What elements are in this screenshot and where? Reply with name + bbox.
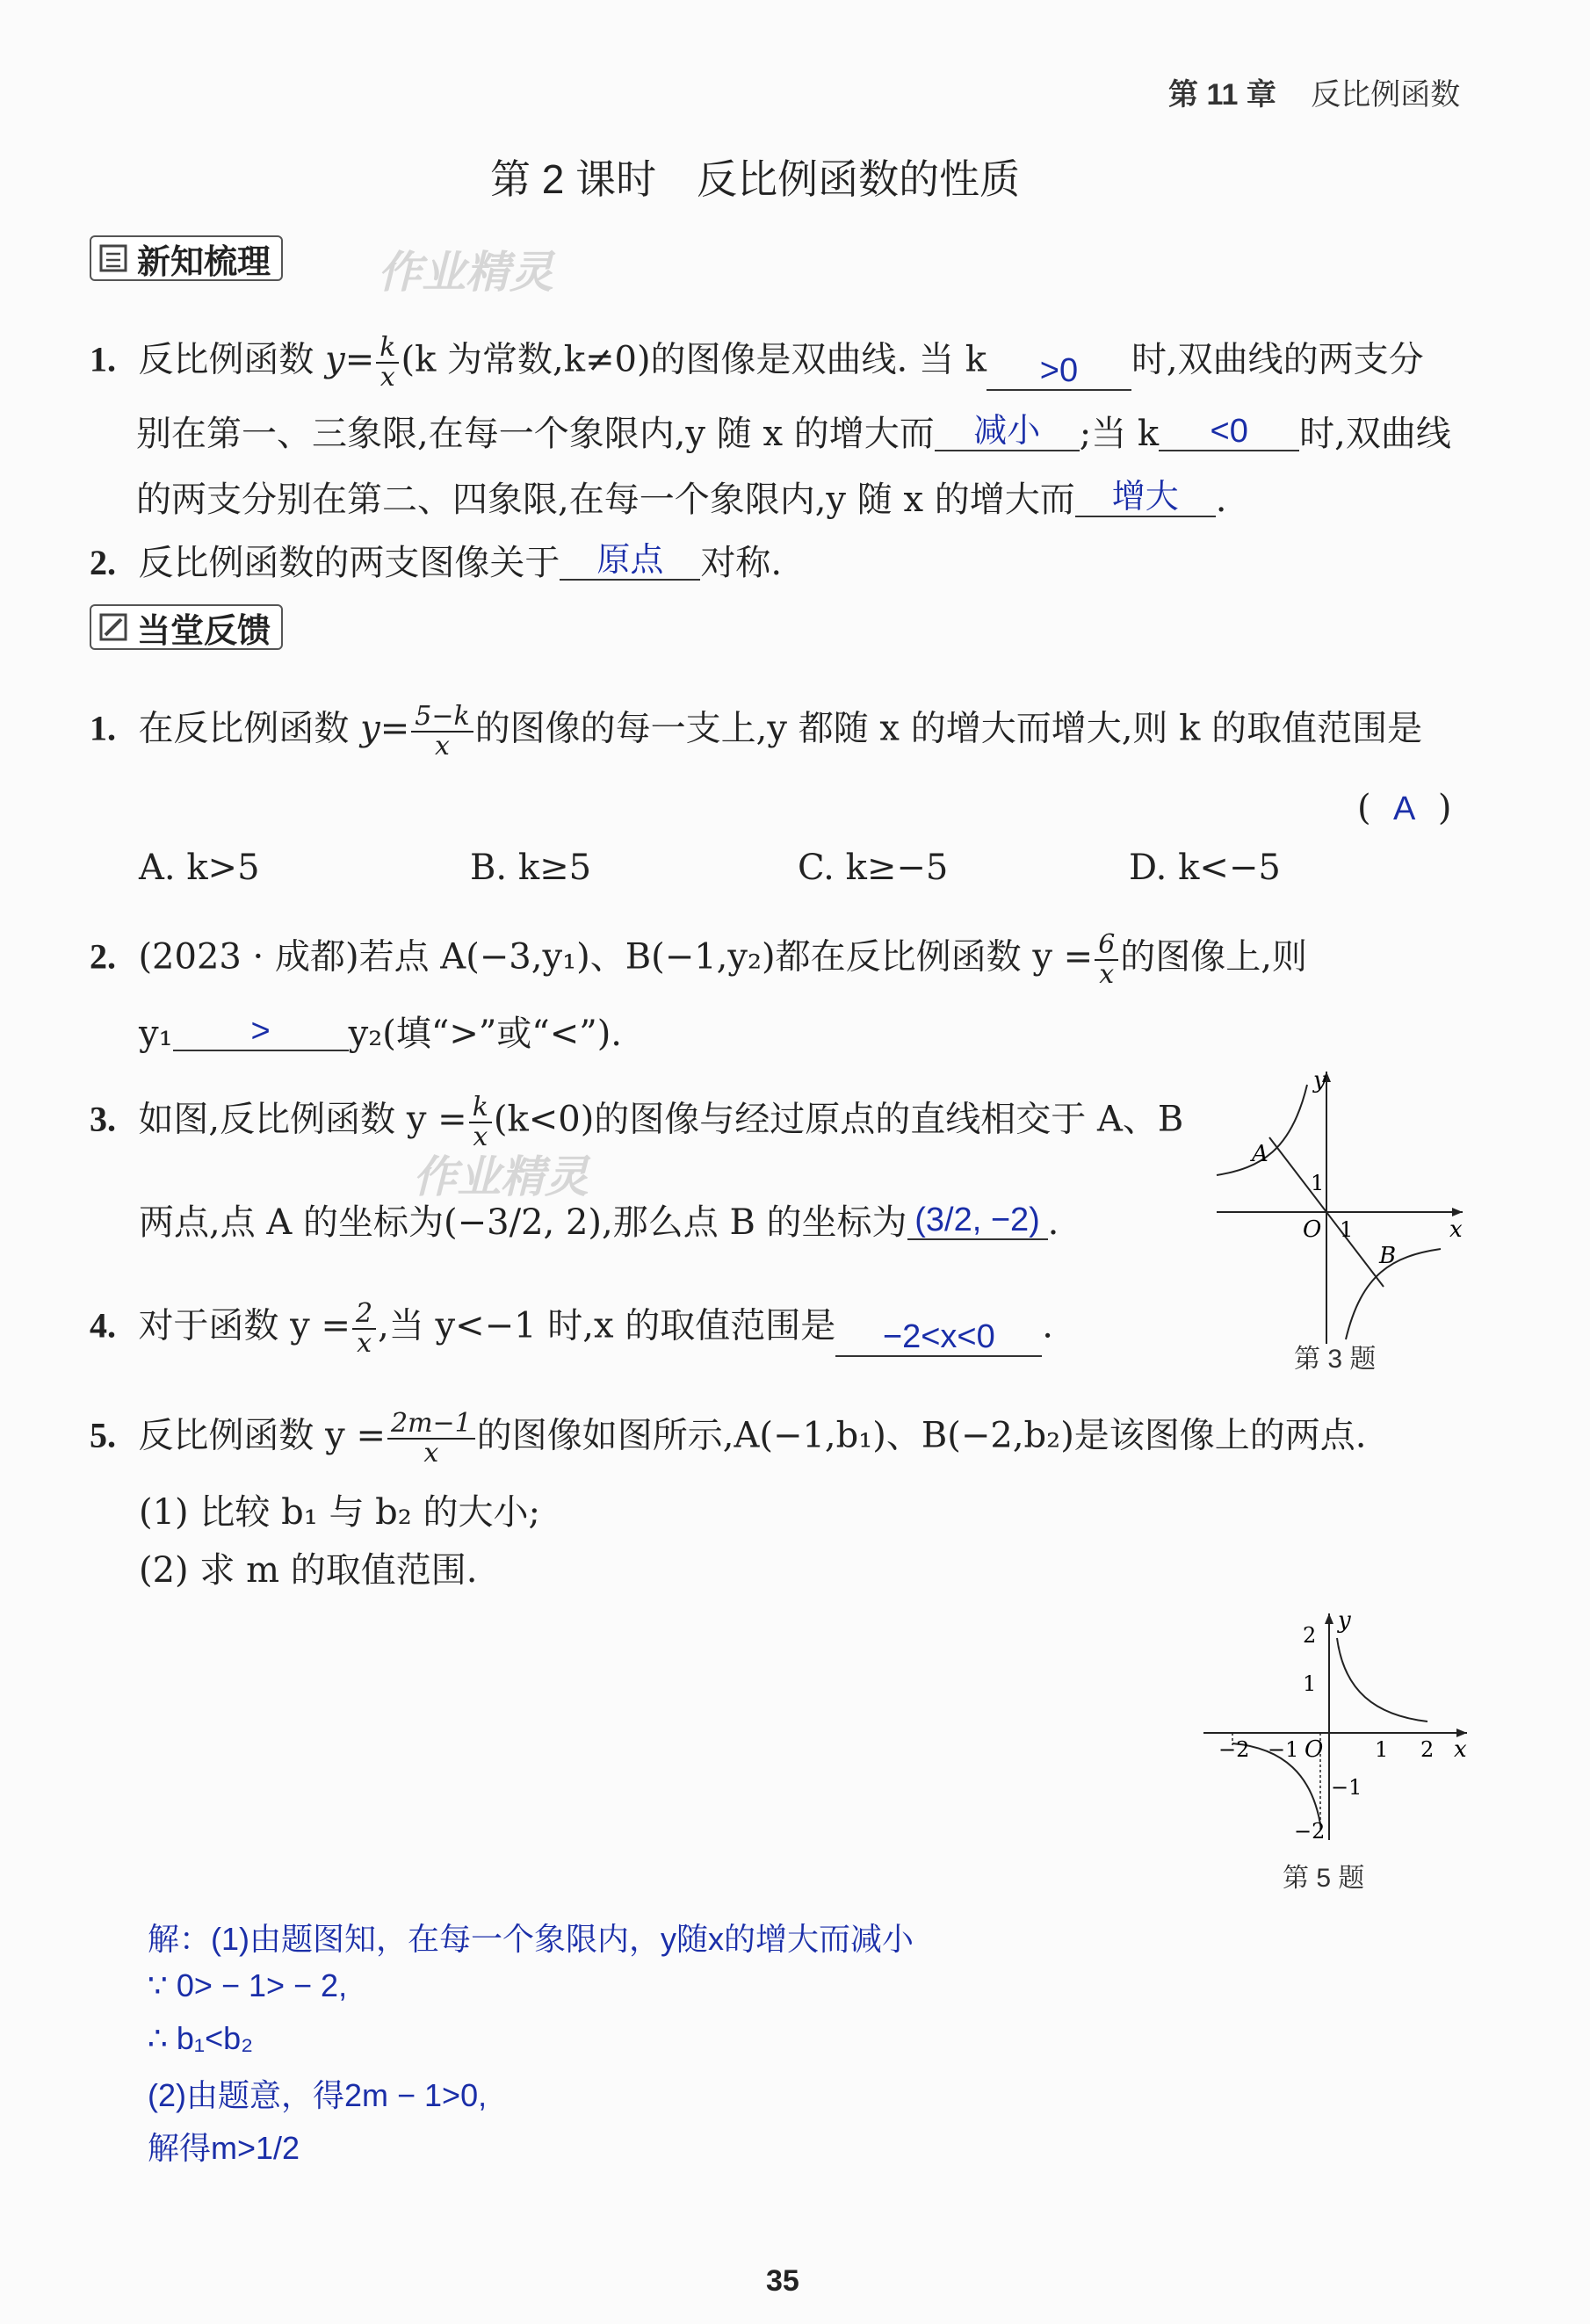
label-origin: O: [1303, 1216, 1322, 1243]
q2-2-line2: y₁ > y₂(填“>”或“<”).: [139, 1013, 623, 1054]
label-y-neg1: −1: [1331, 1775, 1362, 1800]
page-title: 第 2 课时 反比例函数的性质: [490, 156, 1021, 202]
point-a-coordinate: (−3/2, 2): [444, 1202, 603, 1243]
y-axis-arrow-icon: [1325, 1613, 1333, 1624]
section-header-new-knowledge: [90, 235, 283, 281]
section-header-feedback: [90, 604, 283, 650]
label-x-1: 1: [1375, 1737, 1389, 1762]
page-number: 35: [766, 2264, 799, 2298]
label-x-neg2: −2: [1218, 1737, 1250, 1762]
fraction: $\frac{k}{x}$: [376, 334, 399, 391]
answer-blank: 减小: [935, 413, 1080, 451]
solution-line4: (2)由题意，得2m − 1>0,: [148, 2077, 488, 2113]
fraction: $\frac{2m-1}{x}$: [387, 1410, 475, 1467]
label-x: x: [1454, 1736, 1467, 1763]
label-x-2: 2: [1420, 1737, 1435, 1762]
q2-3-line2: 两点,点 A 的坐标为(−3/2, 2),那么点 B 的坐标为 (3/2, −2) .: [139, 1202, 1059, 1243]
option-b: B. k≥5: [470, 848, 592, 888]
solution-line3: ∴ b₁<b₂: [148, 2020, 254, 2056]
q2-5: 5. 反比例函数 y = $\frac{2m-1}{x}$ 的图像如图所示,A(−1,b₁)、B(−2,b₂)是该图像上的两点.: [90, 1408, 1367, 1469]
q1-2: 2. 反比例函数的两支图像关于 原点 对称.: [90, 542, 783, 583]
answer-blank: >: [173, 1013, 349, 1051]
chapter-title: 反比例函数: [1311, 78, 1461, 112]
option-c: C. k≥−5: [798, 848, 949, 888]
q1-1-line1: 1. 反比例函数 y= $\frac{k}{x}$ (k 为常数,k≠0)的图像是双曲线. 当 k >0 时,双曲线的两支分: [90, 332, 1424, 393]
chapter-number: 第 11 章: [1168, 78, 1276, 112]
q2-1-answer-paren: ( A ): [1357, 788, 1452, 828]
hyperbola-branch-1: [1337, 1638, 1427, 1721]
fraction: $\frac{k}{x}$: [469, 1093, 492, 1151]
watermark: 作业精灵: [378, 248, 553, 297]
section-label: 新知梳理: [137, 243, 271, 281]
q2-2-line1: 2. (2023 · 成都)若点 A(−3,y₁)、B(−1,y₂)都在反比例函数 y = $\frac{6}{x}$ 的图像上,则: [90, 929, 1307, 990]
label-y-1: 1: [1303, 1671, 1317, 1696]
figure-5-hyperbola: [1199, 1603, 1480, 1849]
fraction: $\frac{2}{x}$: [352, 1300, 376, 1357]
q2-3-line1: 3. 如图,反比例函数 y = $\frac{k}{x}$ (k<0)的图像与经过原点的直线相交于 A、B: [90, 1092, 1184, 1152]
label-point-a: A: [1252, 1141, 1268, 1167]
figure-5-caption: 第 5 题: [1283, 1864, 1365, 1893]
option-d: D. k<−5: [1129, 848, 1281, 888]
label-origin: O: [1305, 1736, 1324, 1763]
section-label: 当堂反馈: [137, 612, 271, 650]
x-axis-arrow-icon: [1452, 1208, 1463, 1216]
q2-1: 1. 在反比例函数 y= $\frac{5-k}{x}$ 的图像的每一支上,y 都随 x 的增大而增大,则 k 的取值范围是: [90, 701, 1423, 761]
label-x-neg1: −1: [1268, 1737, 1299, 1762]
fraction: $\frac{6}{x}$: [1095, 931, 1118, 988]
figure-3-hyperbola: [1208, 1063, 1471, 1353]
label-y-neg2: −2: [1294, 1819, 1326, 1844]
option-a: A. k>5: [139, 848, 260, 888]
watermark: 作业精灵: [413, 1152, 589, 1202]
label-point-b: B: [1379, 1243, 1397, 1269]
label-y-1: 1: [1311, 1171, 1325, 1195]
q2-5-sub1: (1) 比较 b₁ 与 b₂ 的大小;: [139, 1492, 540, 1533]
q1-1-line3: 的两支分别在第二、四象限,在每一个象限内,y 随 x 的增大而 增大 .: [136, 479, 1227, 520]
fraction: $\frac{5-k}{x}$: [411, 703, 473, 760]
q2-5-sub2: (2) 求 m 的取值范围.: [139, 1550, 478, 1591]
answer-blank: −2<x<0: [835, 1318, 1042, 1357]
solution-line5: 解得m>1/2: [148, 2130, 300, 2166]
label-y-2: 2: [1303, 1623, 1317, 1648]
solution-line2: ∵ 0> − 1> − 2,: [148, 1967, 348, 2003]
answer-blank: 增大: [1075, 479, 1216, 517]
answer-blank: <0: [1159, 413, 1299, 451]
label-x-1: 1: [1340, 1217, 1354, 1242]
chapter-header: [1168, 70, 1460, 113]
q1-1-line2: 别在第一、三象限,在每一个象限内,y 随 x 的增大而 减小 ;当 k <0 时,双曲线: [136, 413, 1451, 454]
label-x: x: [1449, 1216, 1463, 1243]
pencil-note-icon: [98, 612, 128, 642]
label-y: y: [1338, 1607, 1351, 1634]
answer-blank: (3/2, −2): [907, 1202, 1048, 1240]
figure-3-caption: 第 3 题: [1294, 1345, 1377, 1374]
book-icon: [98, 243, 128, 273]
q2-4: 4. 对于函数 y = $\frac{2}{x}$ ,当 y<−1 时,x 的取值范围是 −2<x<0 .: [90, 1298, 1054, 1359]
answer-blank: 原点: [560, 542, 700, 581]
label-y: y: [1313, 1067, 1326, 1093]
answer-blank: >0: [987, 352, 1131, 391]
solution-line1: 解：(1)由题图知，在每一个象限内，y随x的增大而减小: [148, 1921, 914, 1957]
